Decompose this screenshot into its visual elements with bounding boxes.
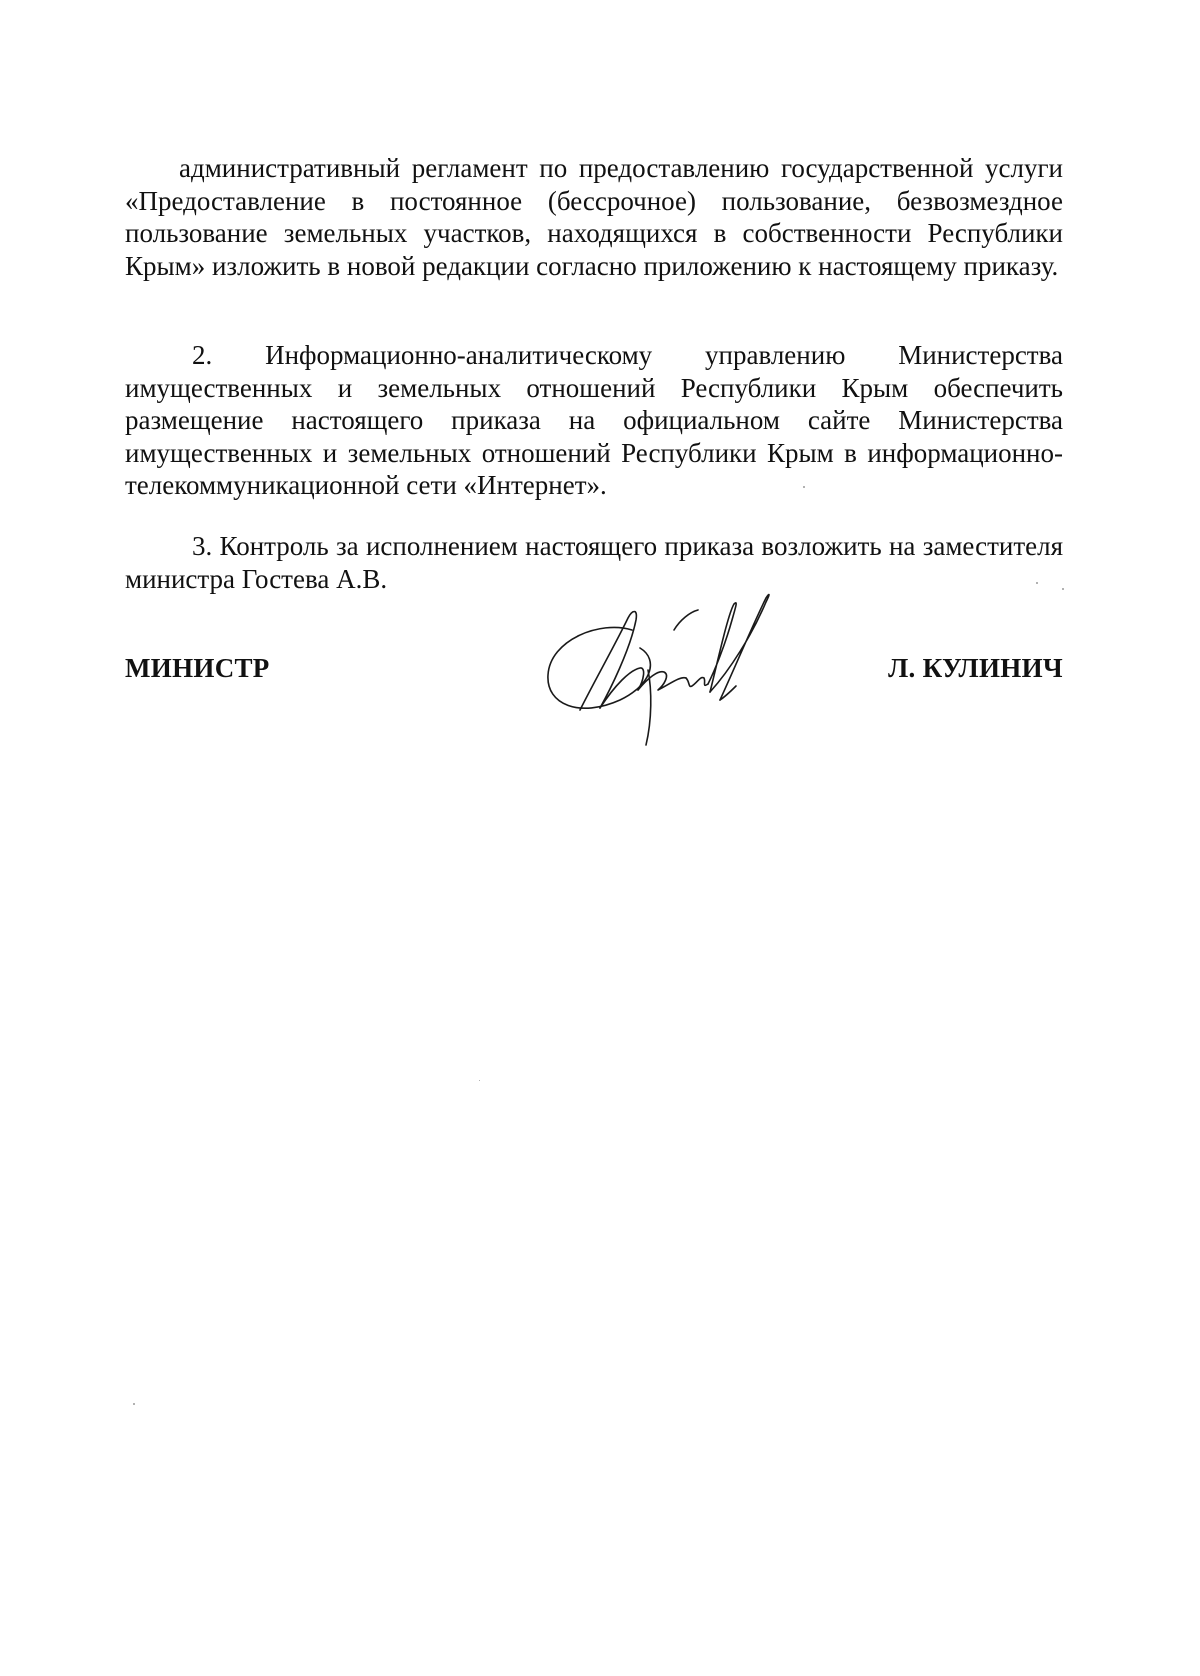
paragraph-regulation-text: административный регламент по предоставлению государственной услуги «Предоставление в постоянное (бессрочное) пользование, безвозмездное пользование земельных участков, находящихся в собственности Республики Крым» изложить в новой редакции согласно приложению к настоящему приказу. bbox=[125, 153, 1063, 281]
signatory-position: МИНИСТР bbox=[125, 653, 270, 683]
scan-speck bbox=[479, 1080, 480, 1081]
signatory-name: Л. КУЛИНИЧ bbox=[888, 653, 1063, 683]
paragraph-item-3: 3. Контроль за исполнением настоящего приказа возложить на заместителя министра Гостева А.В. bbox=[125, 531, 1063, 594]
scan-speck bbox=[1062, 588, 1064, 590]
scan-speck bbox=[133, 1403, 135, 1405]
paragraph-item-2: 2. Информационно-аналитическому управлению Министерства имущественных и земельных отношений Республики Крым обеспечить размещение настоящего приказа на официальном сайте Министерства имущественных и земельных отношений Республики Крым в информационно-телекоммуникационной сети «Интернет». bbox=[125, 340, 1063, 500]
handwritten-signature bbox=[540, 590, 820, 770]
scan-speck bbox=[803, 486, 805, 488]
scan-speck bbox=[1036, 582, 1038, 584]
